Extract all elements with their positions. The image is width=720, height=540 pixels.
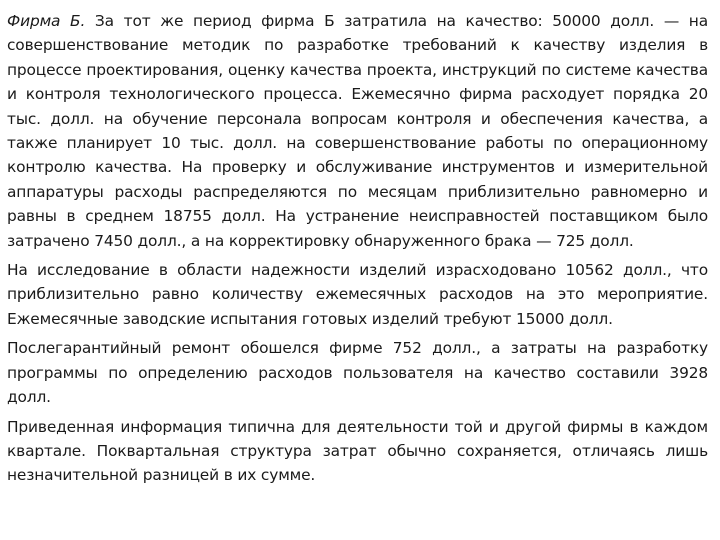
paragraph-firm-b-text: За тот же период фирма Б затратила на качество: 50000 долл. — на совершенствование методик по разработке требований к качеству изделия в процессе проектирования, оценку качества проекта, инструкций по системе качества и контроля технологического процесса. Ежемесячно фирма расходует порядка 20 тыс. долл. на обучение персонала вопросам контроля и обеспечения качества, а также планирует 10 тыс. долл. на совершенствование работы по операционному контролю качества. На проверку и обслуживание инструментов и измерительной аппаратуры расходы распределяются по месяцам приблизительно равномерно и равны в среднем 18755 долл. На устранение неисправностей поставщиком было затрачено 7450 долл., а на корректировку обнаруженного брака — 725 долл. bbox=[7, 12, 708, 250]
paragraph-post-warranty: Послегарантийный ремонт обошелся фирме 752 долл., а затраты на разработку программы по определению расходов пользователя на качество составили 3928 долл. bbox=[7, 339, 708, 407]
document-body bbox=[7, 9, 708, 488]
paragraph-firm-b bbox=[7, 9, 708, 253]
paragraph-reliability: На исследование в области надежности изделий израсходовано 10562 долл., что приблизительно равно количеству ежемесячных расходов на это мероприятие. Ежемесячные заводские испытания готовых изделий требуют 15000 долл. bbox=[7, 261, 708, 328]
firm-b-label: Фирма Б. bbox=[7, 12, 86, 30]
paragraph-summary: Приведенная информация типична для деятельности той и другой фирмы в каждом квартале. Поквартальная структура затрат обычно сохраняется, отличаясь лишь незначительной разницей в их сумме. bbox=[7, 417, 708, 485]
